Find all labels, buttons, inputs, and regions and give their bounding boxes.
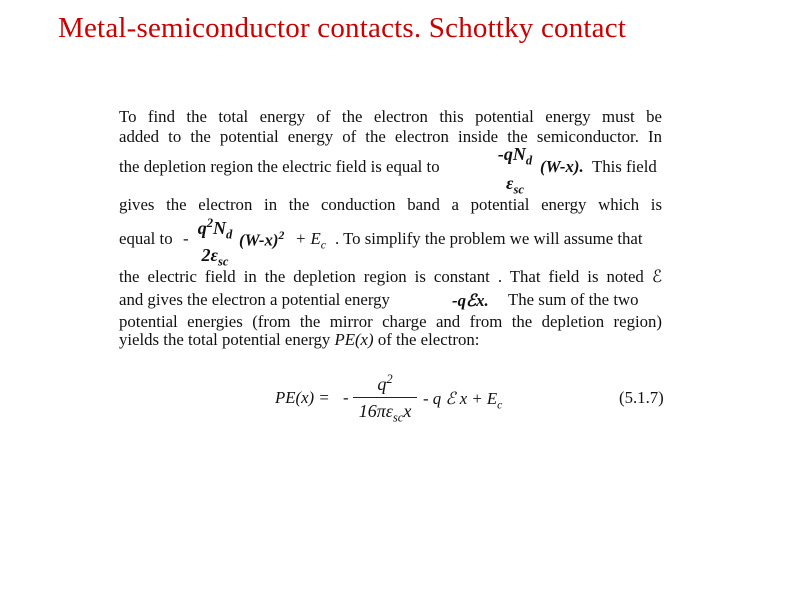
text-line: gives the electron in the conduction band a potential energy which is: [119, 195, 662, 214]
text-line: . To simplify the problem we will assume that: [335, 229, 643, 248]
text-line: potential energies (from the mirror charge and from the depletion region): [119, 312, 662, 331]
fraction-bar: [353, 397, 417, 398]
fraction-denominator: $16\pi\varepsilon_{sc}x$: [358, 401, 412, 425]
equation-fraction: [353, 372, 417, 426]
fraction-numerator: $-qN_d$: [497, 144, 533, 168]
fraction-denominator: $2\varepsilon_{sc}$: [201, 244, 229, 269]
equation-rhs: - q ℰ $x + E_c$: [423, 389, 503, 412]
text-inline-math: (W-x).: [540, 157, 584, 176]
slide-title: Metal-semiconductor contacts. Schottky contact: [58, 12, 627, 44]
text-line: the depletion region the electric field is equal to: [119, 157, 440, 176]
text-inline-math: + $E_c$: [295, 229, 326, 252]
text-line: added to the potential energy of the electron inside the semiconductor. In: [119, 127, 662, 146]
text-line: yields the total potential energy PE(x) of the electron:: [119, 330, 480, 349]
equation-number: (5.1.7): [619, 388, 664, 407]
text-line: and gives the electron a potential energy: [119, 290, 390, 309]
text-line: The sum of the two: [508, 290, 639, 309]
fraction-denominator: $\varepsilon_{sc}$: [506, 172, 524, 197]
text-line: equal to: [119, 229, 173, 248]
text-line: To find the total energy of the electron this potential energy must be: [119, 107, 662, 126]
equation-lhs: PE(x) =: [275, 388, 330, 407]
text-line: This field: [592, 157, 657, 176]
fraction-numerator: $q^2$: [377, 372, 393, 394]
minus-sign: -: [343, 388, 349, 407]
text-line: the electric field in the depletion region is constant . That field is noted ℰ: [119, 267, 662, 286]
text-inline-math: $(W-x)^2$: [239, 229, 285, 250]
minus-sign: -: [183, 229, 189, 248]
fraction-field: [494, 144, 536, 197]
fraction-energy: [193, 216, 237, 269]
fraction-numerator: $q^2N_d$: [197, 216, 233, 242]
text-inline-math: -qℰx.: [452, 291, 489, 310]
